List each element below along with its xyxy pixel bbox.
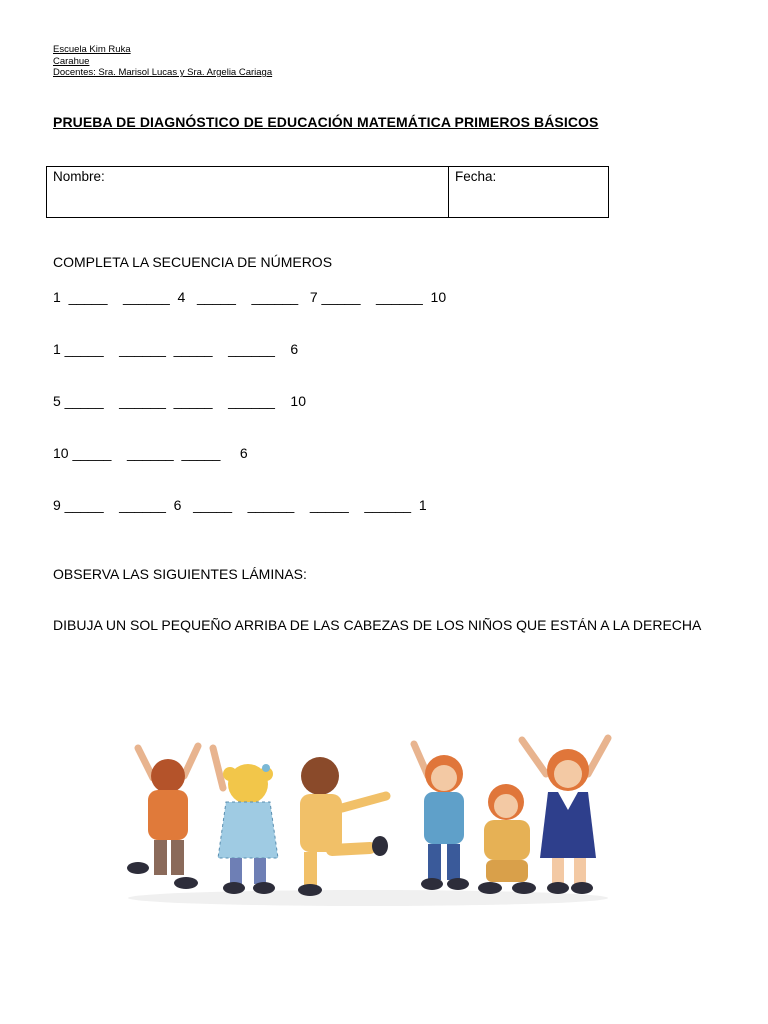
date-field[interactable] bbox=[449, 167, 608, 217]
children-illustration bbox=[118, 718, 618, 910]
student-info-box bbox=[46, 166, 609, 218]
page-title: PRUEBA DE DIAGNÓSTICO DE EDUCACIÓN MATEMÁTICA PRIMEROS BÁSICOS bbox=[53, 114, 599, 130]
sequence-heading: COMPLETA LA SECUENCIA DE NÚMEROS bbox=[53, 254, 333, 270]
teachers-line: Docentes: Sra. Marisol Lucas y Sra. Argelia Cariaga bbox=[53, 67, 273, 78]
child-5-figure bbox=[478, 784, 536, 894]
observe-heading: OBSERVA LAS SIGUIENTES LÁMINAS: bbox=[53, 566, 307, 582]
child-6-figure bbox=[522, 738, 608, 894]
school-name: Escuela Kim Ruka bbox=[53, 44, 131, 55]
drawing-instruction: DIBUJA UN SOL PEQUEÑO ARRIBA DE LAS CABEZAS DE LOS NIÑOS QUE ESTÁN A LA DERECHA bbox=[53, 617, 702, 633]
child-3-figure bbox=[298, 757, 388, 896]
city-name: Carahue bbox=[53, 56, 90, 67]
child-2-figure bbox=[213, 748, 278, 894]
date-label: Fecha: bbox=[455, 169, 497, 184]
child-4-figure bbox=[414, 744, 469, 890]
sequence-row-5: 9 _____ ______ 6 _____ ______ _____ ______ 1 bbox=[53, 497, 427, 513]
sequence-row-3: 5 _____ ______ _____ ______ 10 bbox=[53, 393, 306, 409]
name-label: Nombre: bbox=[53, 169, 105, 184]
name-field[interactable] bbox=[47, 167, 449, 217]
sequence-row-2: 1 _____ ______ _____ ______ 6 bbox=[53, 341, 299, 357]
child-1-figure bbox=[127, 746, 198, 889]
sequence-row-1: 1 _____ ______ 4 _____ ______ 7 _____ ______ 10 bbox=[53, 289, 447, 305]
sequence-row-4: 10 _____ ______ _____ 6 bbox=[53, 445, 248, 461]
